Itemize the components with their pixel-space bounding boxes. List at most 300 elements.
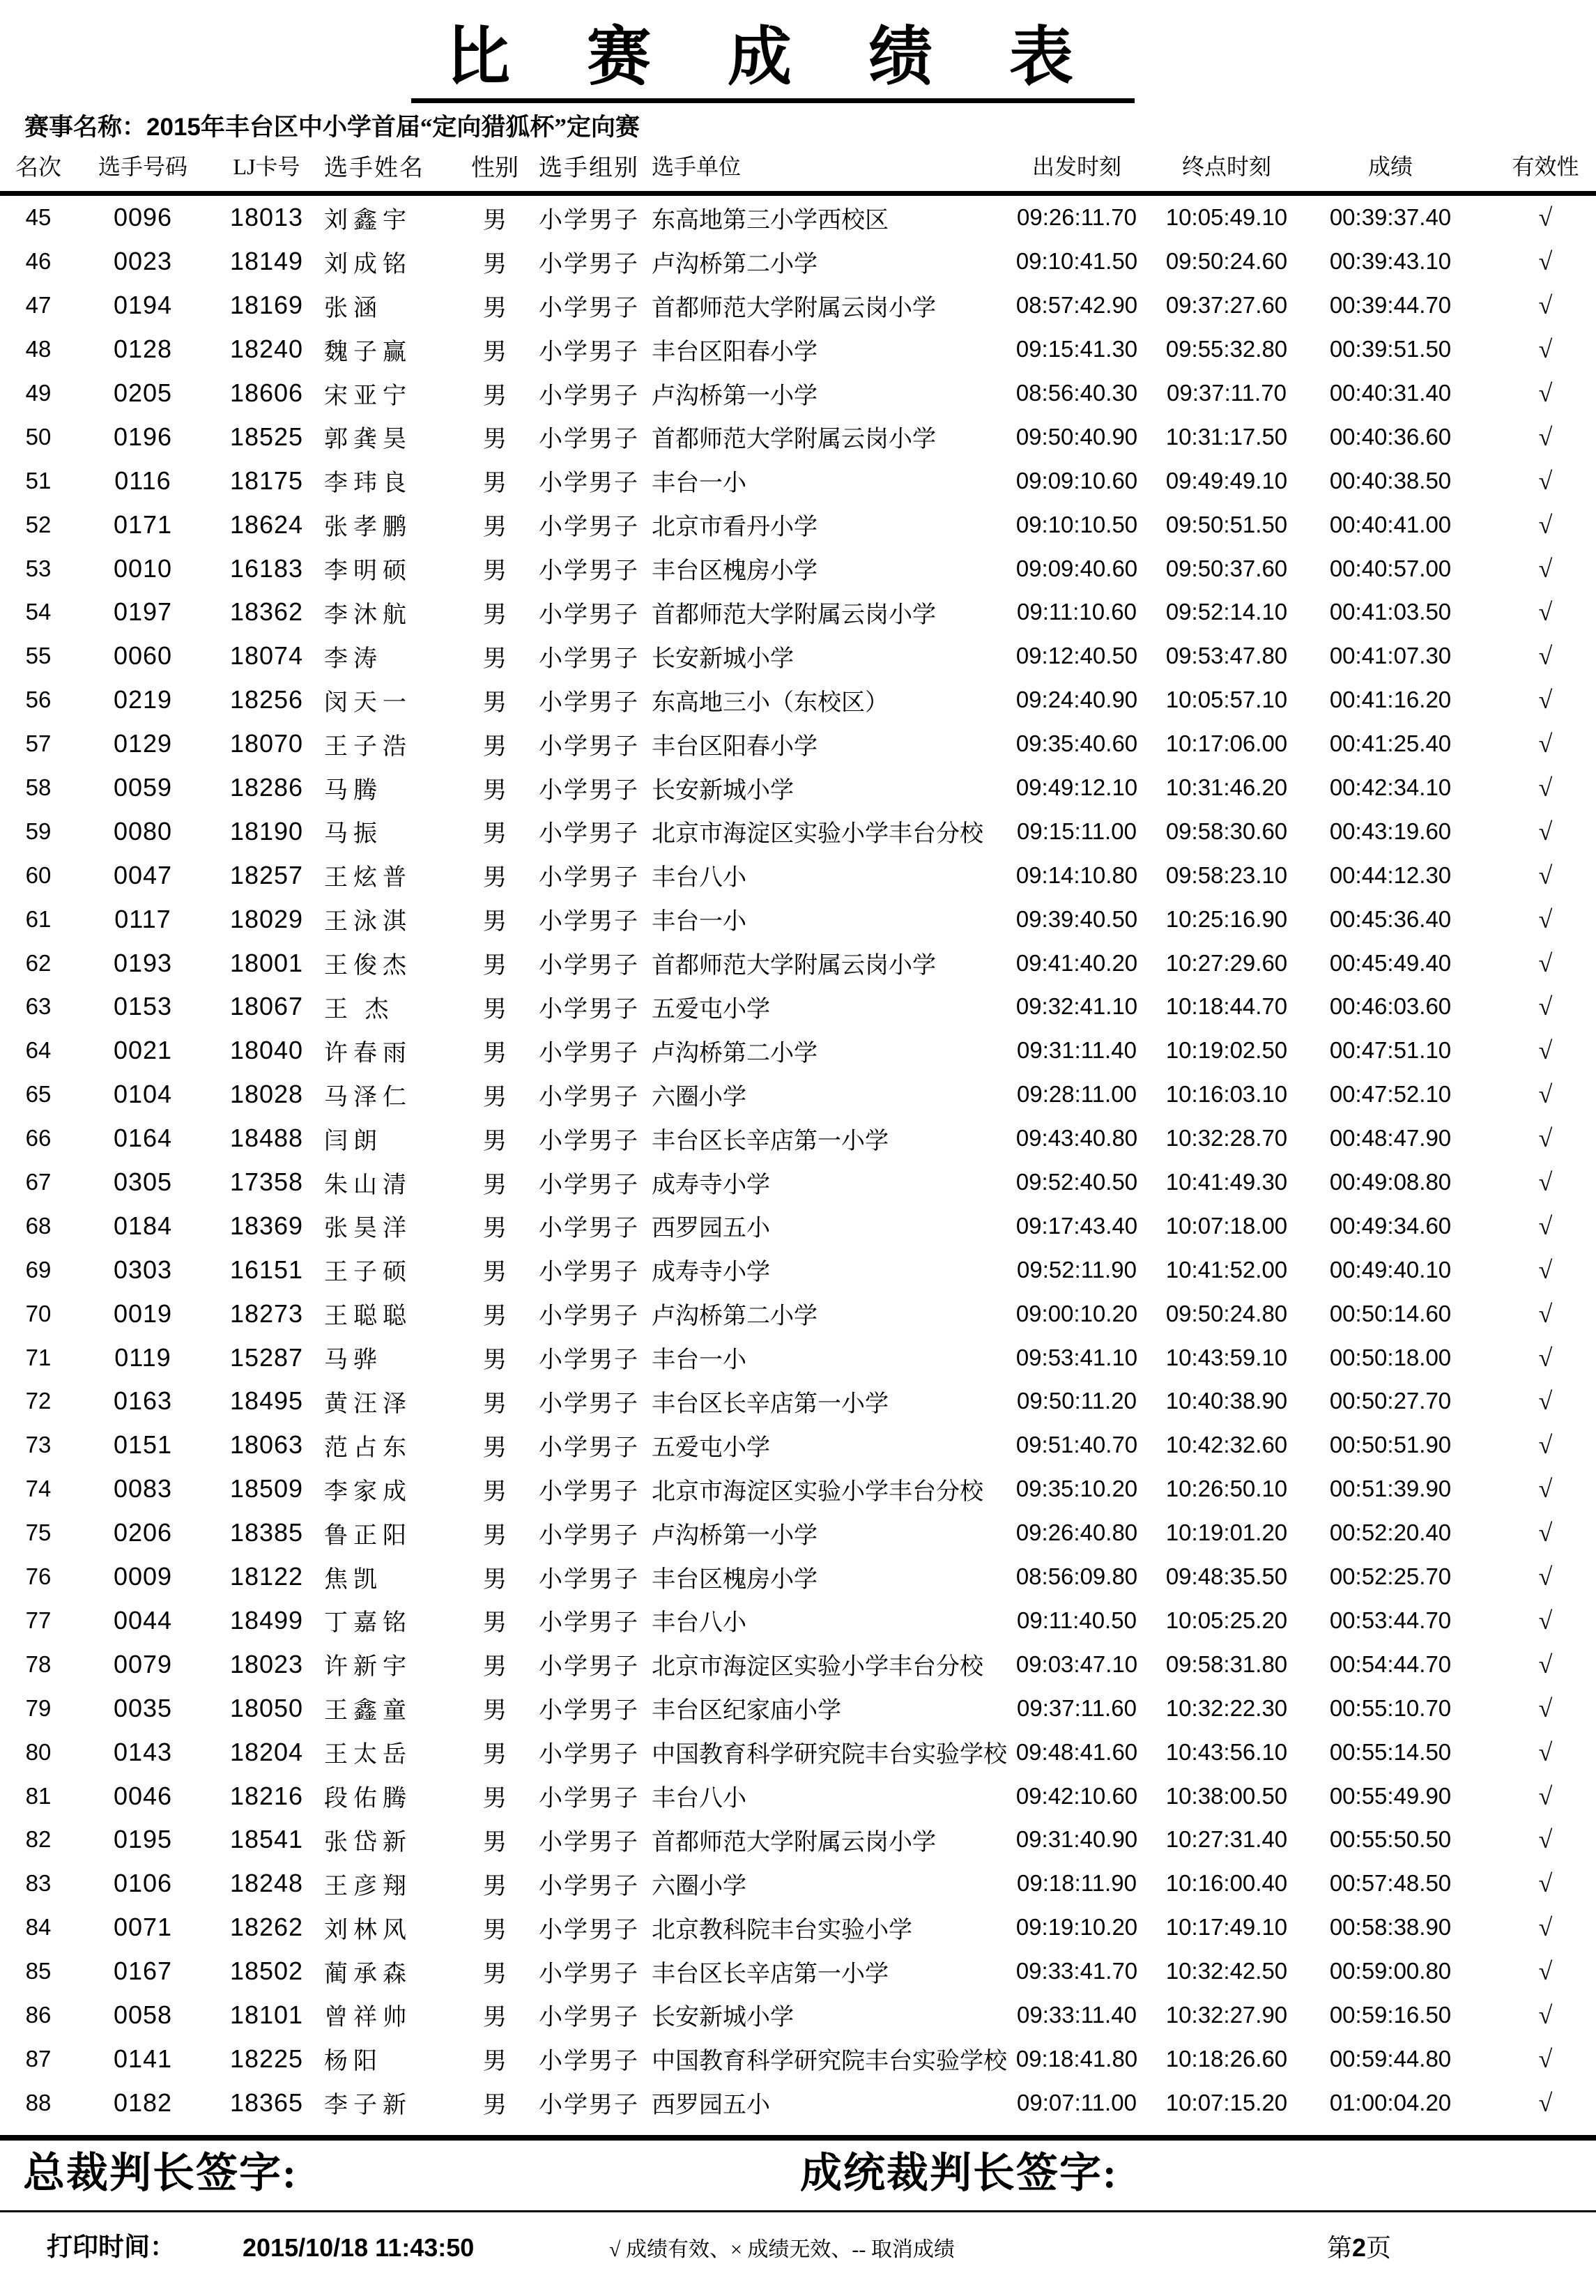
cell-valid: √ (1538, 1606, 1553, 1635)
cell-result: 00:40:36.60 (1329, 423, 1452, 450)
cell-gender: 男 (483, 251, 507, 277)
cell-gender: 男 (483, 1961, 507, 1987)
table-row (0, 194, 1596, 240)
cell-number: 0071 (113, 1913, 173, 1942)
cell-card: 18488 (229, 1124, 304, 1153)
cell-gender: 男 (483, 2092, 507, 2119)
cell-group: 小学男子 (539, 295, 639, 321)
cell-gender: 男 (483, 689, 507, 716)
cell-card: 18013 (229, 203, 304, 232)
cell-number: 0117 (114, 904, 171, 933)
cell-rank: 77 (25, 1607, 52, 1633)
cell-gender: 男 (483, 1917, 507, 1943)
cell-card: 18256 (229, 685, 304, 714)
table-row (0, 1730, 1596, 1774)
cell-valid: √ (1538, 1431, 1553, 1460)
cell-gender: 男 (483, 1347, 507, 1374)
cell-start: 09:26:40.80 (1015, 1520, 1138, 1546)
table-row (0, 1642, 1596, 1686)
cell-result: 00:51:39.90 (1329, 1476, 1452, 1502)
cell-name: 王子硕 (324, 1260, 412, 1286)
cell-school: 卢沟桥第一小学 (652, 383, 818, 409)
cell-finish: 09:50:24.60 (1165, 248, 1288, 275)
cell-school: 成寿寺小学 (652, 1172, 770, 1198)
cell-finish: 09:52:14.10 (1165, 599, 1288, 625)
cell-name: 王泳淇 (324, 909, 412, 935)
cell-valid: √ (1538, 1124, 1553, 1153)
cell-name: 张岱新 (324, 1829, 412, 1855)
cell-card: 18101 (229, 2000, 304, 2029)
cell-gender: 男 (483, 295, 507, 321)
cell-name: 王太岳 (324, 1742, 412, 1768)
cell-result: 00:55:10.70 (1329, 1694, 1452, 1721)
table-row (0, 1335, 1596, 1379)
cell-valid: √ (1538, 510, 1553, 539)
cell-start: 09:42:10.60 (1015, 1782, 1138, 1809)
cell-group: 小学男子 (539, 996, 639, 1023)
cell-rank: 64 (25, 1037, 52, 1064)
cell-start: 09:50:11.20 (1017, 1388, 1137, 1414)
cell-rank: 78 (25, 1651, 52, 1677)
cell-group: 小学男子 (539, 733, 639, 760)
cell-start: 09:00:10.20 (1015, 1300, 1138, 1326)
cell-card: 16183 (229, 553, 304, 583)
cell-group: 小学男子 (539, 339, 639, 365)
cell-valid: √ (1538, 1255, 1553, 1284)
cell-school: 丰台区阳春小学 (652, 733, 818, 760)
cell-gender: 男 (483, 1698, 507, 1724)
cell-number: 0196 (113, 422, 173, 451)
cell-school: 丰台八小 (652, 865, 746, 891)
cell-group: 小学男子 (539, 2049, 639, 2075)
cell-start: 09:33:41.70 (1015, 1958, 1138, 1984)
cell-finish: 10:16:03.10 (1165, 1081, 1288, 1108)
chief-referee-signature-label: 总裁判长签字: (23, 2150, 298, 2196)
cell-school: 卢沟桥第二小学 (652, 1040, 818, 1066)
col-header-gender: 性别 (463, 139, 526, 194)
cell-rank: 73 (25, 1432, 52, 1458)
cell-valid: √ (1538, 730, 1553, 758)
table-row (0, 284, 1596, 328)
cell-card: 18541 (229, 1825, 304, 1854)
table-row (0, 766, 1596, 810)
table-row (0, 459, 1596, 503)
cell-number: 0104 (113, 1080, 173, 1109)
cell-result: 00:59:16.50 (1329, 2001, 1452, 2028)
cell-valid: √ (1538, 379, 1553, 407)
cell-name: 王彦翔 (324, 1873, 412, 1899)
cell-number: 0184 (113, 1211, 173, 1240)
cell-start: 09:09:40.60 (1015, 555, 1138, 581)
cell-card: 17358 (229, 1168, 304, 1197)
cell-finish: 09:37:11.70 (1167, 380, 1287, 406)
cell-group: 小学男子 (539, 2005, 639, 2031)
print-time-value: 2015/10/18 11:43:50 (243, 2233, 475, 2262)
cell-gender: 男 (483, 1522, 507, 1549)
cell-finish: 10:32:28.70 (1165, 1125, 1288, 1151)
cell-card: 18499 (229, 1605, 304, 1635)
cell-finish: 10:38:00.50 (1165, 1782, 1288, 1809)
cell-finish: 09:49:49.10 (1165, 467, 1288, 493)
cell-start: 09:48:41.60 (1015, 1738, 1138, 1765)
cell-rank: 49 (25, 380, 52, 406)
cell-school: 西罗园五小 (652, 2092, 770, 2119)
cell-result: 00:44:12.30 (1329, 862, 1452, 888)
cell-school: 长安新城小学 (652, 2005, 794, 2031)
cell-start: 09:39:40.50 (1015, 905, 1138, 932)
cell-number: 0171 (113, 510, 173, 539)
cell-rank: 61 (25, 905, 52, 932)
cell-school: 首都师范大学附属云岗小学 (652, 602, 936, 628)
cell-start: 09:28:11.00 (1017, 1081, 1137, 1108)
cell-result: 00:58:38.90 (1329, 1914, 1452, 1941)
col-header-name: 选手姓名 (324, 139, 463, 194)
cell-school: 长安新城小学 (652, 777, 794, 804)
cell-rank: 58 (25, 774, 52, 801)
cell-valid: √ (1538, 291, 1553, 320)
cell-school: 丰台八小 (652, 1786, 746, 1812)
cell-rank: 47 (25, 292, 52, 319)
cell-result: 00:49:08.80 (1329, 1169, 1452, 1195)
cell-card: 18248 (229, 1869, 304, 1898)
cell-result: 00:46:03.60 (1329, 993, 1452, 1020)
cell-school: 西罗园五小 (652, 1216, 770, 1242)
cell-card: 18257 (229, 860, 304, 889)
cell-finish: 10:25:16.90 (1165, 905, 1288, 932)
table-row (0, 1599, 1596, 1643)
cell-card: 18169 (229, 291, 304, 320)
cell-name: 张涵 (324, 295, 383, 321)
cell-card: 18023 (229, 1649, 304, 1678)
cell-start: 09:15:41.30 (1015, 336, 1138, 362)
cell-finish: 10:18:44.70 (1165, 993, 1288, 1020)
cell-number: 0019 (113, 1299, 173, 1328)
cell-start: 09:41:40.20 (1015, 949, 1138, 976)
cell-number: 0106 (113, 1869, 173, 1898)
cell-number: 0182 (113, 2088, 173, 2117)
cell-result: 00:39:37.40 (1329, 204, 1452, 231)
table-row (0, 1073, 1596, 1117)
cell-valid: √ (1538, 1168, 1553, 1197)
table-row (0, 1555, 1596, 1599)
col-header-result: 成绩 (1307, 139, 1474, 194)
cell-number: 0059 (113, 773, 173, 802)
cell-result: 00:52:20.40 (1329, 1520, 1452, 1546)
cell-result: 00:59:44.80 (1329, 2045, 1452, 2072)
cell-group: 小学男子 (539, 514, 639, 541)
footer-divider-thin (0, 2210, 1596, 2212)
cell-valid: √ (1538, 993, 1553, 1021)
table-row (0, 1818, 1596, 1862)
cell-rank: 74 (25, 1476, 52, 1502)
cell-finish: 10:07:15.20 (1165, 2089, 1288, 2115)
cell-gender: 男 (483, 1172, 507, 1198)
cell-number: 0009 (113, 1562, 173, 1591)
cell-finish: 10:26:50.10 (1165, 1476, 1288, 1502)
table-row (0, 2037, 1596, 2081)
cell-group: 小学男子 (539, 1216, 639, 1242)
cell-name: 李玮良 (324, 470, 412, 497)
cell-school: 丰台区长辛店第一小学 (652, 1391, 889, 1417)
cell-finish: 10:32:27.90 (1165, 2001, 1288, 2028)
cell-card: 18070 (229, 729, 304, 758)
cell-gender: 男 (483, 996, 507, 1023)
cell-gender: 男 (483, 470, 507, 497)
cell-finish: 10:41:49.30 (1165, 1169, 1288, 1195)
cell-number: 0193 (113, 948, 173, 977)
cell-result: 00:55:50.50 (1329, 1826, 1452, 1853)
cell-name: 丁嘉铭 (324, 1610, 412, 1637)
cell-card: 18074 (229, 641, 304, 671)
cell-group: 小学男子 (539, 1260, 639, 1286)
cell-result: 00:50:18.00 (1329, 1344, 1452, 1370)
table-row (0, 590, 1596, 634)
cell-school: 五爱屯小学 (652, 1434, 770, 1461)
cell-result: 00:39:44.70 (1329, 292, 1452, 319)
cell-valid: √ (1538, 1299, 1553, 1328)
cell-school: 中国教育科学研究院丰台实验学校 (652, 2049, 1007, 2075)
cell-group: 小学男子 (539, 1172, 639, 1198)
cell-school: 中国教育科学研究院丰台实验学校 (652, 1742, 1007, 1768)
cell-name: 范占东 (324, 1434, 412, 1461)
cell-finish: 10:31:17.50 (1165, 423, 1288, 450)
table-row (0, 1950, 1596, 1993)
cell-valid: √ (1538, 204, 1553, 232)
event-year: 2015 (146, 114, 201, 141)
cell-number: 0046 (113, 1781, 173, 1810)
cell-card: 18286 (229, 773, 304, 802)
cell-valid: √ (1538, 1650, 1553, 1678)
cell-school: 卢沟桥第二小学 (652, 251, 818, 277)
cell-rank: 51 (25, 467, 52, 493)
cell-start: 09:26:11.70 (1017, 204, 1137, 231)
cell-result: 00:49:34.60 (1329, 1212, 1452, 1239)
cell-card: 18175 (229, 466, 304, 495)
table-row (0, 809, 1596, 853)
cell-start: 09:15:11.00 (1017, 818, 1137, 844)
cell-valid: √ (1538, 1387, 1553, 1416)
cell-finish: 10:07:18.00 (1165, 1212, 1288, 1239)
cell-finish: 09:53:47.80 (1165, 643, 1288, 669)
cell-gender: 男 (483, 1260, 507, 1286)
cell-start: 09:18:41.80 (1015, 2045, 1138, 2072)
cell-rank: 71 (25, 1344, 52, 1370)
cell-number: 0044 (113, 1605, 173, 1635)
cell-group: 小学男子 (539, 602, 639, 628)
cell-result: 00:39:43.10 (1329, 248, 1452, 275)
cell-finish: 10:41:52.00 (1165, 1256, 1288, 1283)
cell-card: 18040 (229, 1036, 304, 1065)
cell-school: 丰台一小 (652, 909, 746, 935)
table-row (0, 897, 1596, 941)
cell-valid: √ (1538, 1563, 1553, 1591)
cell-result: 00:47:52.10 (1329, 1081, 1452, 1108)
cell-number: 0167 (113, 1957, 173, 1986)
cell-gender: 男 (483, 2049, 507, 2075)
cell-result: 00:45:36.40 (1329, 905, 1452, 932)
cell-group: 小学男子 (539, 1391, 639, 1417)
cell-finish: 10:05:25.20 (1165, 1607, 1288, 1633)
cell-start: 09:03:47.10 (1015, 1651, 1138, 1677)
cell-name: 李沐航 (324, 602, 412, 628)
cell-valid: √ (1538, 1080, 1553, 1109)
cell-rank: 75 (25, 1520, 52, 1546)
cell-valid: √ (1538, 598, 1553, 627)
cell-result: 00:45:49.40 (1329, 949, 1452, 976)
cell-start: 08:56:40.30 (1015, 380, 1138, 406)
cell-finish: 10:18:26.60 (1165, 2045, 1288, 2072)
cell-school: 卢沟桥第二小学 (652, 1303, 818, 1330)
cell-number: 0021 (113, 1036, 173, 1065)
table-row (0, 1248, 1596, 1292)
table-row (0, 634, 1596, 678)
cell-start: 09:49:12.10 (1015, 774, 1138, 801)
cell-finish: 10:19:02.50 (1165, 1037, 1288, 1064)
cell-result: 00:50:51.90 (1329, 1432, 1452, 1458)
cell-rank: 60 (25, 862, 52, 888)
cell-number: 0023 (113, 247, 173, 276)
cell-start: 09:17:43.40 (1015, 1212, 1138, 1239)
cell-valid: √ (1538, 905, 1553, 933)
cell-card: 18122 (229, 1562, 304, 1591)
cell-valid: √ (1538, 686, 1553, 714)
cell-rank: 70 (25, 1300, 52, 1326)
cell-card: 18273 (229, 1299, 304, 1328)
cell-number: 0219 (113, 685, 173, 714)
cell-rank: 63 (25, 993, 52, 1020)
cell-school: 丰台八小 (652, 1610, 746, 1637)
cell-name: 王聪聪 (324, 1303, 412, 1330)
cell-rank: 65 (25, 1081, 52, 1108)
cell-name: 曾祥帅 (324, 2005, 412, 2031)
table-row (0, 1511, 1596, 1555)
cell-group: 小学男子 (539, 645, 639, 672)
cell-number: 0153 (113, 992, 173, 1021)
event-name-label: 赛事名称： (24, 114, 147, 141)
cell-finish: 10:43:56.10 (1165, 1738, 1288, 1765)
cell-card: 18502 (229, 1957, 304, 1986)
cell-result: 00:57:48.50 (1329, 1870, 1452, 1897)
cell-valid: √ (1538, 949, 1553, 977)
cell-valid: √ (1538, 466, 1553, 495)
cell-rank: 79 (25, 1694, 52, 1721)
cell-number: 0195 (113, 1825, 173, 1854)
cell-start: 09:12:40.50 (1015, 643, 1138, 669)
table-row (0, 546, 1596, 590)
cell-gender: 男 (483, 821, 507, 848)
cell-rank: 46 (25, 248, 52, 275)
page-title: 比赛成绩表 (445, 22, 1150, 93)
cell-valid: √ (1538, 1036, 1553, 1065)
cell-school: 首都师范大学附属云岗小学 (652, 427, 936, 453)
cell-result: 00:41:16.20 (1329, 687, 1452, 713)
cell-valid: √ (1538, 1869, 1553, 1898)
cell-finish: 10:32:42.50 (1165, 1958, 1288, 1984)
table-header-row (0, 139, 1596, 194)
cell-card: 18262 (229, 1913, 304, 1942)
cell-rank: 66 (25, 1125, 52, 1151)
cell-finish: 10:17:49.10 (1165, 1914, 1288, 1941)
cell-gender: 男 (483, 383, 507, 409)
cell-rank: 53 (25, 555, 52, 581)
cell-rank: 50 (25, 423, 52, 450)
cell-card: 18624 (229, 510, 304, 539)
cell-school: 卢沟桥第一小学 (652, 1522, 818, 1549)
cell-finish: 09:37:27.60 (1165, 292, 1288, 319)
cell-result: 00:53:44.70 (1329, 1607, 1452, 1633)
cell-number: 0143 (113, 1737, 173, 1766)
cell-number: 0197 (113, 597, 173, 627)
cell-finish: 10:19:01.20 (1165, 1520, 1288, 1546)
cell-result: 00:40:41.00 (1329, 511, 1452, 537)
cell-name: 刘林风 (324, 1917, 412, 1943)
cell-gender: 男 (483, 1434, 507, 1461)
cell-result: 00:40:38.50 (1329, 467, 1452, 493)
cell-result: 00:41:25.40 (1329, 730, 1452, 757)
cell-rank: 62 (25, 949, 52, 976)
cell-group: 小学男子 (539, 383, 639, 409)
table-row (0, 1204, 1596, 1248)
table-row (0, 1379, 1596, 1423)
cell-valid: √ (1538, 554, 1553, 583)
table-row (0, 503, 1596, 546)
cell-start: 09:43:40.80 (1015, 1125, 1138, 1151)
cell-finish: 10:27:31.40 (1165, 1826, 1288, 1853)
title-underline (411, 98, 1135, 103)
cell-name: 马振 (324, 821, 383, 848)
cell-name: 马腾 (324, 777, 383, 804)
cell-group: 小学男子 (539, 1917, 639, 1943)
cell-number: 0010 (113, 553, 173, 583)
col-header-rank: 名次 (0, 139, 77, 194)
cell-card: 18028 (229, 1080, 304, 1109)
cell-rank: 83 (25, 1870, 52, 1897)
cell-start: 08:57:42.90 (1015, 292, 1138, 319)
cell-rank: 68 (25, 1212, 52, 1239)
cell-number: 0205 (113, 378, 173, 407)
cell-gender: 男 (483, 1610, 507, 1637)
cell-gender: 男 (483, 1654, 507, 1681)
page-number (1327, 2232, 1391, 2264)
cell-school: 长安新城小学 (652, 645, 794, 672)
cell-start: 09:14:10.80 (1015, 862, 1138, 888)
cell-group: 小学男子 (539, 1522, 639, 1549)
cell-card: 18509 (229, 1474, 304, 1503)
cell-card: 18149 (229, 247, 304, 276)
cell-gender: 男 (483, 909, 507, 935)
cell-school: 北京市海淀区实验小学丰台分校 (652, 821, 983, 848)
table-row (0, 1161, 1596, 1204)
cell-number: 0305 (113, 1168, 173, 1197)
col-header-number: 选手号码 (77, 139, 209, 194)
cell-gender: 男 (483, 1478, 507, 1505)
cell-result: 00:47:51.10 (1329, 1037, 1452, 1064)
cell-gender: 男 (483, 2005, 507, 2031)
cell-rank: 82 (25, 1826, 52, 1853)
cell-school: 丰台一小 (652, 470, 746, 497)
cell-name: 李子新 (324, 2092, 412, 2119)
cell-name: 刘成铭 (324, 251, 412, 277)
cell-name: 王 杰 (324, 996, 394, 1023)
stats-referee-signature-label: 成统裁判长签字: (800, 2150, 1118, 2196)
cell-name: 段佑腾 (324, 1786, 412, 1812)
cell-gender: 男 (483, 1040, 507, 1066)
cell-name: 李明硕 (324, 558, 412, 585)
cell-valid: √ (1538, 1343, 1553, 1372)
cell-number: 0128 (113, 335, 173, 364)
cell-rank: 69 (25, 1256, 52, 1283)
cell-group: 小学男子 (539, 2092, 639, 2119)
